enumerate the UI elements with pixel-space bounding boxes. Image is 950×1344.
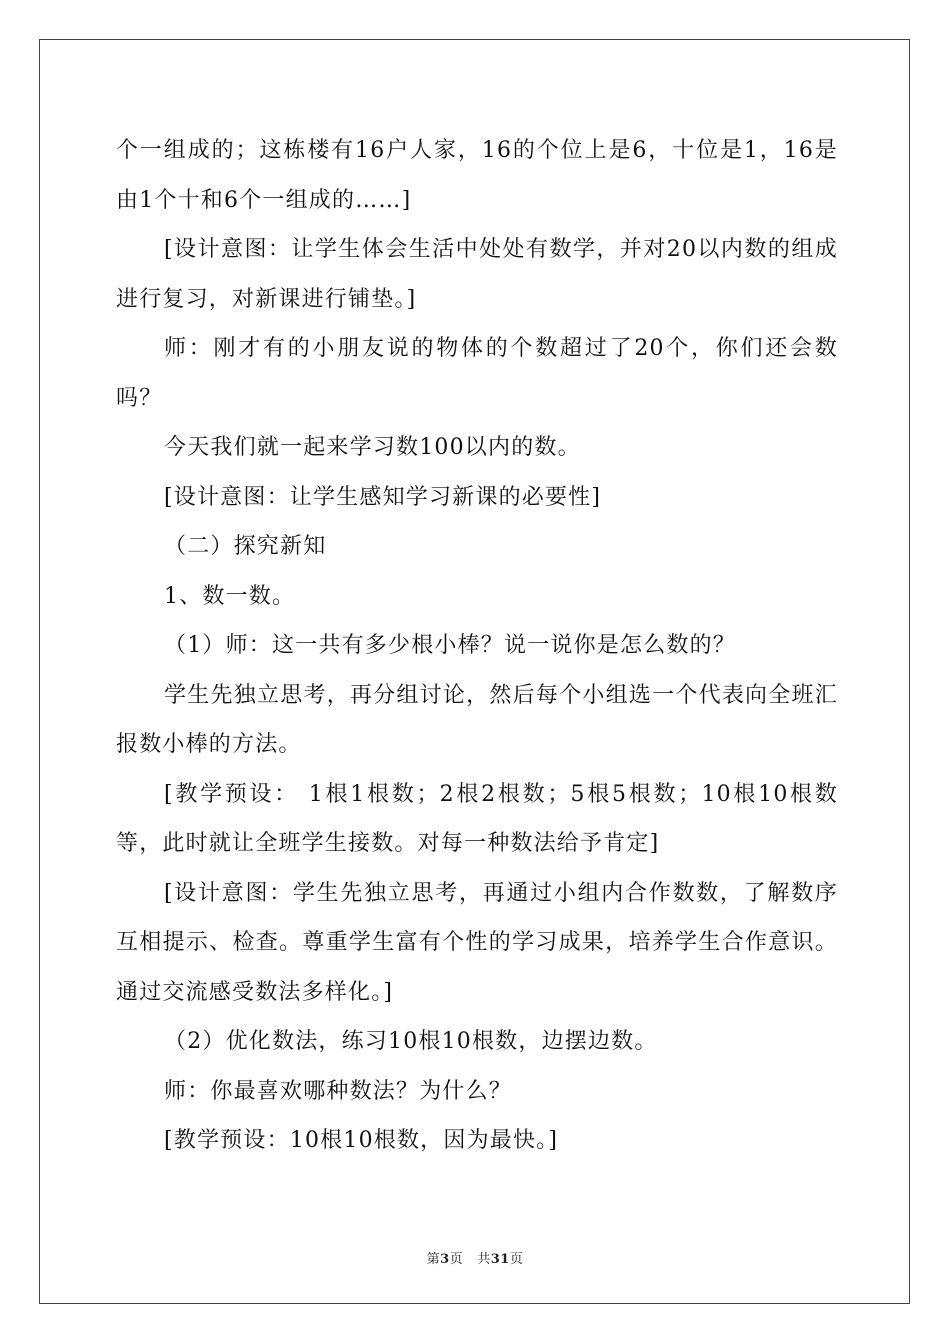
paragraph-1: 个一组成的；这栋楼有16户人家，16的个位上是6，十位是1，16是由1个十和6个一组成的……] (116, 138, 838, 213)
paragraph-5: [设计意图：让学生感知学习新课的必要性] (164, 484, 602, 510)
paragraph-12: （2）优化数法，练习10根10根数，边摆边数。 (164, 1029, 658, 1054)
paragraph-4: 今天我们就一起来学习数100以内的数。 (164, 435, 581, 460)
total-pages-number: 31 (490, 1252, 510, 1267)
paragraph-2: [设计意图：让学生体会生活中处处有数学，并对20以内数的组成进行复习，对新课进行铺垫。] (116, 237, 838, 312)
document-body (116, 126, 838, 1166)
paragraph-3: 师：刚才有的小朋友说的物体的个数超过了20个，你们还会数吗？ (116, 336, 838, 411)
page-footer (0, 1248, 950, 1267)
paragraph-8: （1）师：这一共有多少根小棒？说一说你是怎么数的？ (164, 633, 736, 658)
current-page-number: 3 (440, 1252, 450, 1267)
section-heading: （二）探究新知 (164, 534, 327, 559)
paragraph-14: [教学预设：10根10根数，因为最快。] (164, 1128, 559, 1153)
footer-page-suffix: 页 (449, 1252, 464, 1267)
footer-total-suffix: 页 (509, 1252, 524, 1267)
paragraph-11: [设计意图：学生先独立思考，再通过小组内合作数数，了解数序互相提示、检查。尊重学生富有个性的学习成果，培养学生合作意识。通过交流感受数法多样化。] (116, 880, 838, 1005)
paragraph-13: 师：你最喜欢哪种数法？为什么？ (164, 1078, 513, 1104)
paragraph-9: 学生先独立思考，再分组讨论，然后每个小组选一个代表向全班汇报数小棒的方法。 (116, 682, 838, 757)
subsection-heading: 1、数一数。 (164, 583, 296, 609)
footer-total-prefix: 共 (477, 1252, 491, 1267)
footer-prefix: 第 (426, 1252, 441, 1267)
paragraph-10: [教学预设： 1根1根数；2根2根数；5根5根数；10根10根数等，此时就让全班学生接数。对每一种数法给予肯定] (116, 781, 838, 856)
